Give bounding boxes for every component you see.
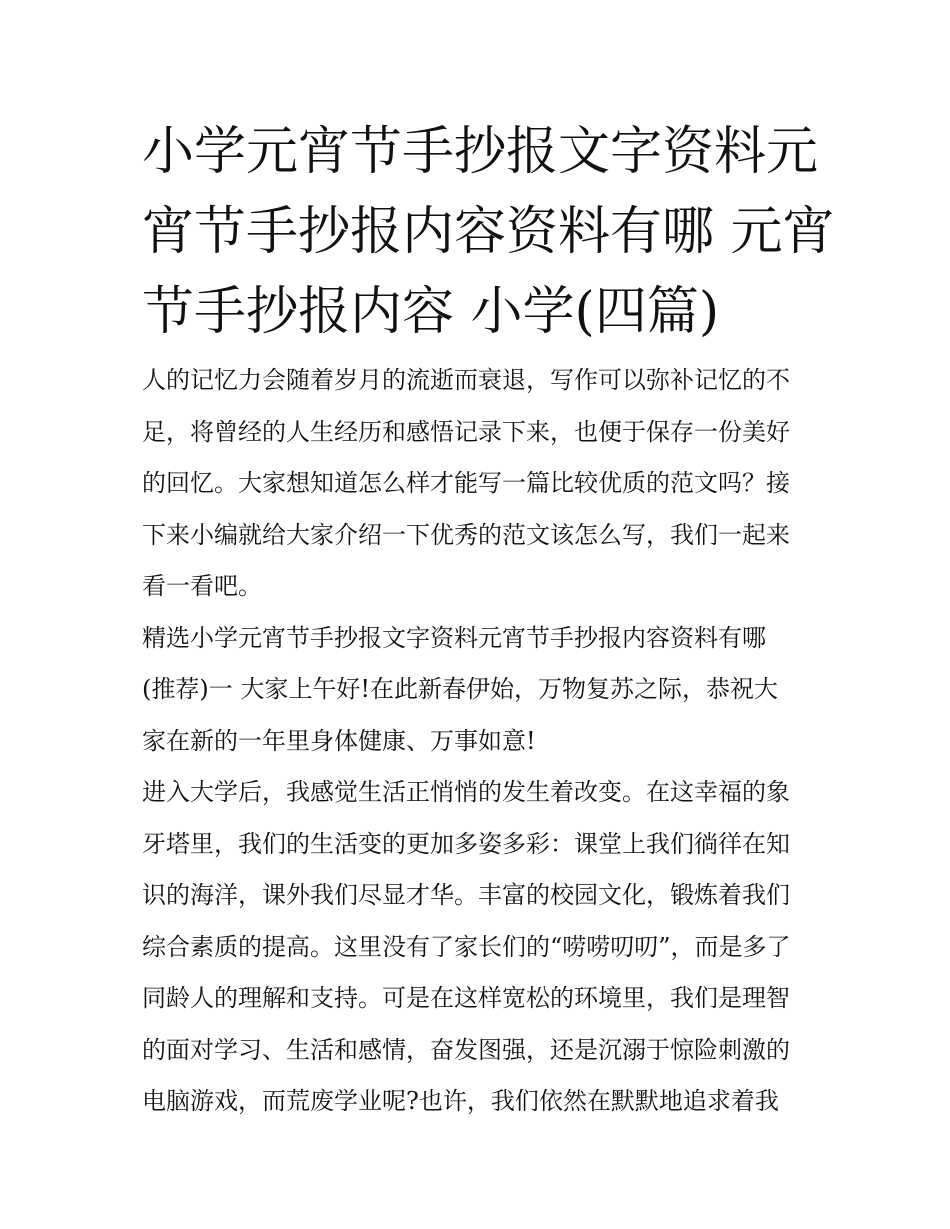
text-line: 电脑游戏，而荒废学业呢?也许，我们依然在默默地追求着我 [142,1087,779,1115]
title-line: 宵节手抄报内容资料有哪 元宵 [142,202,835,262]
text-line: 综合素质的提高。这里没有了家长们的“唠唠叨叨”，而是多了 [142,932,791,961]
text-line: 的回忆。大家想知道怎么样才能写一篇比较优质的范文吗？接 [142,469,790,497]
paragraph-university [142,767,810,1128]
text-line: 人的记忆力会随着岁月的流逝而衰退，写作可以弥补记忆的不 [142,366,790,394]
text-line: 进入大学后，我感觉生活正悄悄的发生着改变。在这幸福的象 [142,778,790,806]
text-line: 看一看吧。 [142,572,262,600]
text-line: 精选小学元宵节手抄报文字资料元宵节手抄报内容资料有哪 [142,623,766,652]
paragraph-intro [142,355,810,613]
text-line: 牙塔里，我们的生活变的更加多姿多彩：课堂上我们徜徉在知 [142,829,790,858]
text-line: 的面对学习、生活和感情，奋发图强，还是沉溺于惊险刺激的 [142,1035,790,1064]
text-line: (推荐)一 大家上午好!在此新春伊始，万物复苏之际，恭祝大 [142,675,778,703]
document-body [142,355,810,1128]
text-line: 同龄人的理解和支持。可是在这样宽松的环境里，我们是理智 [142,984,790,1012]
text-line: 识的海洋，课外我们尽显才华。丰富的校园文化，锻炼着我们 [142,881,790,909]
page-title [142,112,835,352]
text-line: 足，将曾经的人生经历和感悟记录下来，也便于保存一份美好 [142,417,790,446]
text-line: 下来小编就给大家介绍一下优秀的范文该怎么写，我们一起来 [142,520,790,549]
paragraph-selection [142,613,810,768]
title-line: 节手抄报内容 小学(四篇) [142,282,720,342]
text-line: 家在新的一年里身体健康、万事如意! [142,726,536,755]
title-line: 小学元宵节手抄报文字资料元 [142,122,819,182]
